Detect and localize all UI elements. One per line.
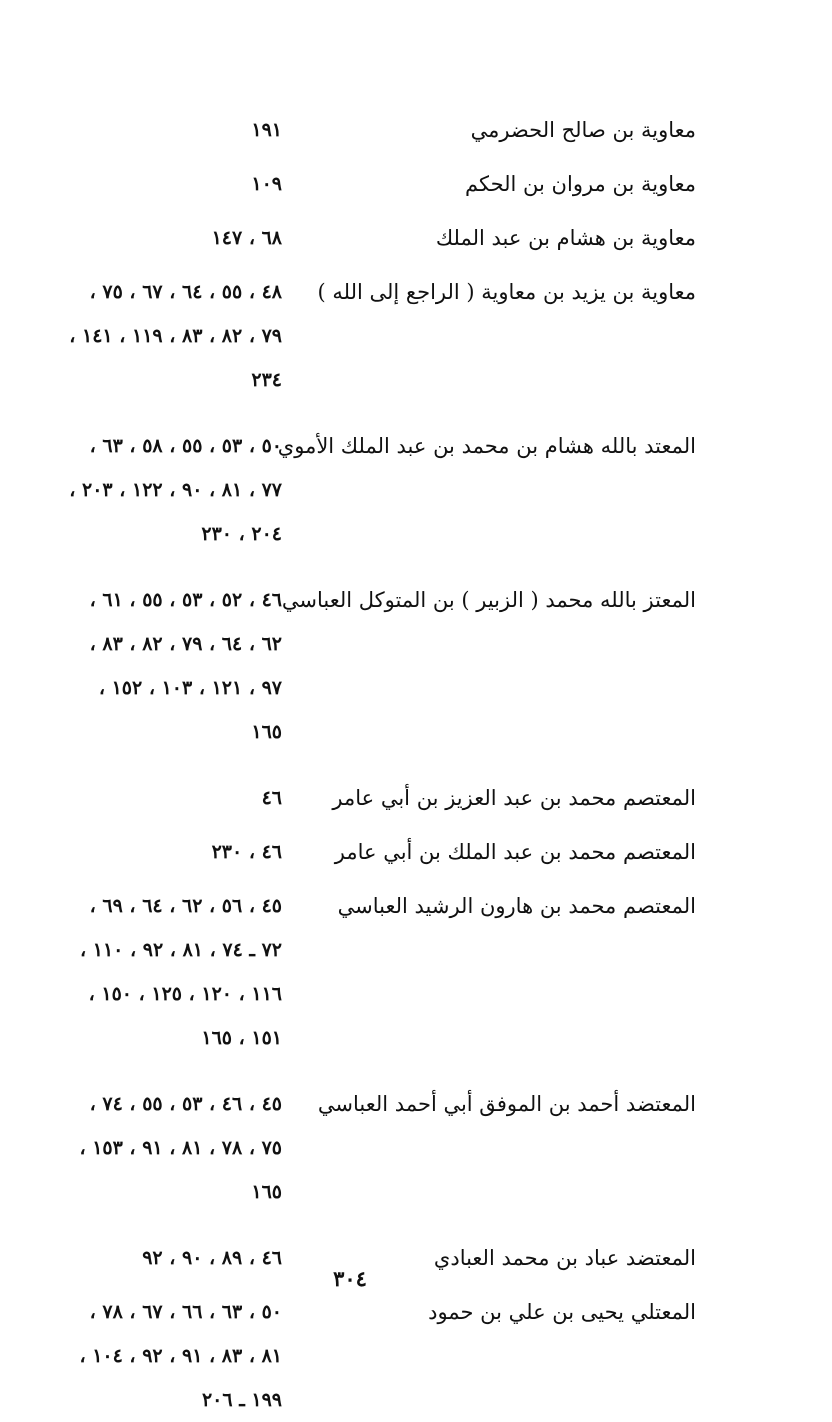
entry-name: المعتصم محمد بن عبد العزيز بن أبي عامر bbox=[332, 786, 696, 810]
entry-name: معاوية بن هشام بن عبد الملك bbox=[435, 226, 696, 250]
page-refs-line: ٩٧ ، ١٢١ ، ١٠٣ ، ١٥٢ ، bbox=[98, 677, 282, 699]
page-refs-line: ٧٩ ، ٨٢ ، ٨٣ ، ١١٩ ، ١٤١ ، bbox=[69, 325, 282, 347]
entry-pages bbox=[12, 884, 282, 1060]
entry-name: المعتز بالله محمد ( الزبير ) بن المتوكل العباسي bbox=[281, 588, 696, 612]
page-refs-line: ٤٦ ، ٢٣٠ bbox=[211, 841, 282, 863]
index-list bbox=[0, 108, 832, 1422]
index-entry bbox=[0, 830, 832, 874]
index-entry bbox=[0, 884, 832, 1060]
page-refs-line: ٤٦ ، ٥٢ ، ٥٣ ، ٥٥ ، ٦١ ، bbox=[89, 589, 282, 611]
index-entry bbox=[0, 1082, 832, 1214]
page-refs-line: ٨١ ، ٨٣ ، ٩١ ، ٩٢ ، ١٠٤ ، bbox=[79, 1345, 282, 1367]
page-refs-line: ١٦٥ bbox=[251, 721, 282, 743]
page-refs-line: ٥٠ ، ٥٣ ، ٥٥ ، ٥٨ ، ٦٣ ، bbox=[89, 435, 282, 457]
index-entry bbox=[0, 162, 832, 206]
entry-name: المعتصم محمد بن عبد الملك بن أبي عامر bbox=[334, 840, 696, 864]
page-number: ٣٠٤ bbox=[333, 1266, 367, 1291]
page-refs-line: ١٩٩ ـ ٢٠٦ bbox=[201, 1389, 282, 1411]
index-entry bbox=[0, 776, 832, 820]
page-refs-line: ١٦٥ bbox=[251, 1181, 282, 1203]
page-refs-line: ٤٨ ، ٥٥ ، ٦٤ ، ٦٧ ، ٧٥ ، bbox=[89, 281, 282, 303]
page-refs-line: ٤٥ ، ٤٦ ، ٥٣ ، ٥٥ ، ٧٤ ، bbox=[89, 1093, 282, 1115]
entry-gap bbox=[0, 206, 832, 216]
entry-name: معاوية بن يزيد بن معاوية ( الراجع إلى الله ) bbox=[317, 280, 696, 304]
entry-name: المعتضد عباد بن محمد العبادي bbox=[433, 1246, 696, 1270]
page-refs-line: ٧٧ ، ٨١ ، ٩٠ ، ١٢٢ ، ٢٠٣ ، bbox=[69, 479, 282, 501]
entry-pages bbox=[12, 162, 282, 206]
entry-pages bbox=[12, 830, 282, 874]
entry-name: المعتضد أحمد بن الموفق أبي أحمد العباسي bbox=[317, 1092, 696, 1116]
entry-gap bbox=[0, 820, 832, 830]
page-refs-line: ٦٢ ، ٦٤ ، ٧٩ ، ٨٢ ، ٨٣ ، bbox=[89, 633, 282, 655]
entry-pages bbox=[12, 1290, 282, 1422]
page-refs-line: ١١٦ ، ١٢٠ ، ١٢٥ ، ١٥٠ ، bbox=[88, 983, 282, 1005]
entry-gap bbox=[0, 1060, 832, 1082]
entry-name: المعتد بالله هشام بن محمد بن عبد الملك الأموي bbox=[277, 434, 696, 458]
page-refs-line: ٤٦ bbox=[261, 787, 282, 809]
entry-gap bbox=[0, 260, 832, 270]
entry-gap bbox=[0, 402, 832, 424]
entry-pages bbox=[12, 108, 282, 152]
entry-gap bbox=[0, 754, 832, 776]
page-refs-line: ٦٨ ، ١٤٧ bbox=[211, 227, 282, 249]
page-refs-line: ٢٣٤ bbox=[251, 369, 282, 391]
page-refs-line: ٤٦ ، ٨٩ ، ٩٠ ، ٩٢ bbox=[142, 1247, 282, 1269]
page-refs-line: ١٠٩ bbox=[251, 173, 282, 195]
entry-pages bbox=[12, 1082, 282, 1214]
entry-name: معاوية بن مروان بن الحكم bbox=[465, 172, 696, 196]
page-refs-line: ٧٢ ـ ٧٤ ، ٨١ ، ٩٢ ، ١١٠ ، bbox=[80, 939, 282, 961]
entry-pages bbox=[12, 270, 282, 402]
page-refs-line: ٢٠٤ ، ٢٣٠ bbox=[201, 523, 282, 545]
entry-gap bbox=[0, 874, 832, 884]
index-entry bbox=[0, 270, 832, 402]
page-refs-line: ٤٥ ، ٥٦ ، ٦٢ ، ٦٤ ، ٦٩ ، bbox=[89, 895, 282, 917]
entry-pages bbox=[12, 776, 282, 820]
page-refs-line: ٥٠ ، ٦٣ ، ٦٦ ، ٦٧ ، ٧٨ ، bbox=[89, 1301, 282, 1323]
entry-name: المعتلي يحيى بن علي بن حمود bbox=[428, 1300, 696, 1324]
entry-gap bbox=[0, 556, 832, 578]
index-entry bbox=[0, 1290, 832, 1422]
page-refs-line: ١٩١ bbox=[251, 119, 282, 141]
index-entry bbox=[0, 578, 832, 754]
page-refs-line: ٧٥ ، ٧٨ ، ٨١ ، ٩١ ، ١٥٣ ، bbox=[79, 1137, 282, 1159]
entry-pages bbox=[12, 216, 282, 260]
entry-gap bbox=[0, 152, 832, 162]
index-entry bbox=[0, 216, 832, 260]
entry-gap bbox=[0, 1214, 832, 1236]
index-entry bbox=[0, 424, 832, 556]
entry-name: المعتصم محمد بن هارون الرشيد العباسي bbox=[337, 894, 696, 918]
index-entry bbox=[0, 108, 832, 152]
page-refs-line: ١٥١ ، ١٦٥ bbox=[201, 1027, 282, 1049]
entry-pages bbox=[12, 424, 282, 556]
entry-name: معاوية بن صالح الحضرمي bbox=[470, 118, 696, 142]
entry-pages bbox=[12, 578, 282, 754]
